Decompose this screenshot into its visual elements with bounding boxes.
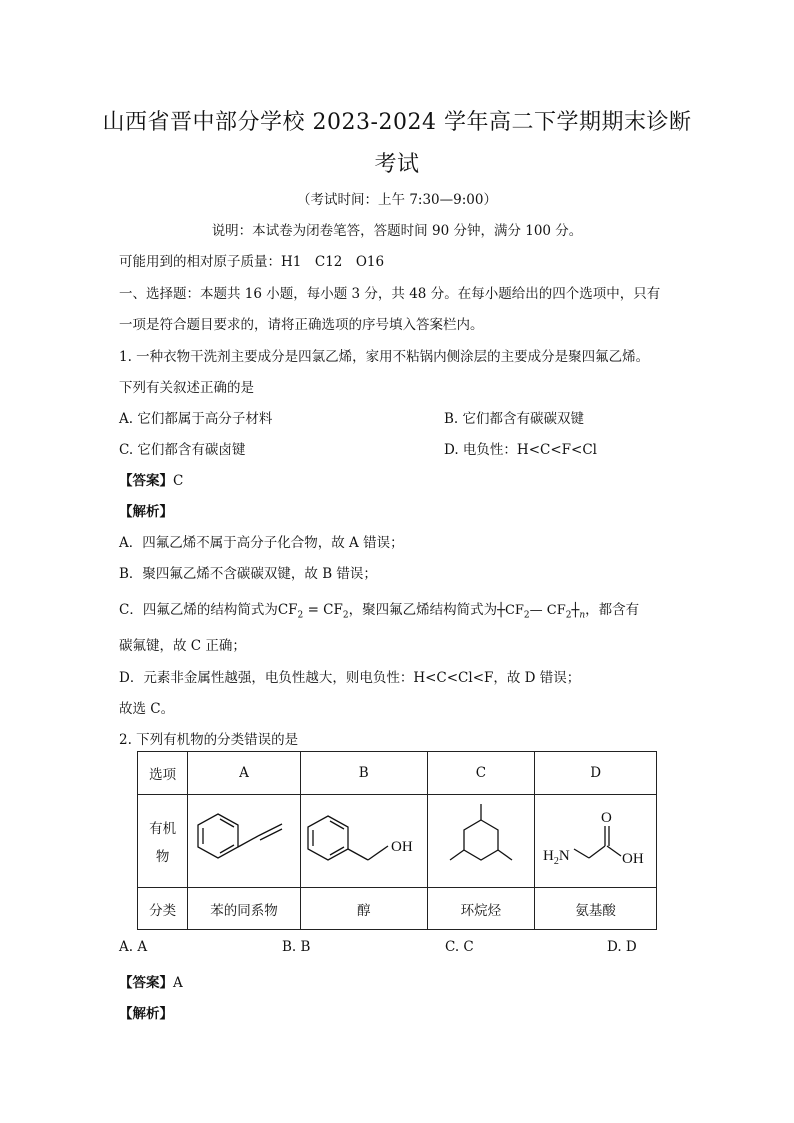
q2-class-a: 苯的同系物 [188, 888, 301, 930]
formula-subscript: 2 [297, 610, 304, 621]
atomic-mass-line: 可能用到的相对原子质量：H1 C12 O16 [119, 254, 385, 270]
amino-group-label [543, 848, 570, 867]
q2-choice-a: A. A [119, 939, 148, 955]
q2-choice-c: C. C [445, 939, 474, 955]
exam-title-line2: 考试 [374, 152, 420, 177]
q1-option-a: A. 它们都属于高分子材料 [119, 411, 273, 427]
q1-stem-line2: 下列有关叙述正确的是 [119, 380, 254, 396]
q2-col-a: A [188, 752, 301, 795]
exam-title-line1: 山西省晋中部分学校 2023-2024 学年高二下学期期末诊断 [102, 110, 692, 135]
exam-instructions: 说明：本试卷为闭卷笔答，答题时间 90 分钟，满分 100 分。 [211, 223, 583, 239]
styrene-structure-image [196, 810, 292, 872]
glycine-structure-image [541, 806, 651, 876]
q2-answer [119, 971, 679, 991]
q1-conclusion: 故选 C。 [119, 701, 175, 717]
q1-stem-line1: 1. 一种衣物干洗剂主要成分是四氯乙烯，家用不粘锅内侧涂层的主要成分是聚四氟乙烯。 [119, 349, 650, 365]
q2-col-d: D [535, 752, 657, 795]
amino-n: N [558, 848, 570, 864]
q1-option-b: B. 它们都含有碳碳双键 [444, 411, 585, 427]
q2-choice-b: B. B [282, 939, 311, 955]
trimethylcyclohexane-structure-image [436, 800, 526, 882]
q2-table-class-row [138, 888, 657, 930]
q1-answer-label: 【答案】 [119, 473, 173, 489]
formula-text: CF [504, 603, 524, 618]
amino-h: H [542, 848, 554, 864]
q1-analysis-c-suffix: ，都含有 [585, 602, 640, 618]
q2-answer-label: 【答案】 [119, 975, 173, 991]
q2-molecule-label-1: 有机 [149, 821, 177, 837]
q2-header-label: 选项 [138, 752, 188, 795]
q2-col-c: C [427, 752, 535, 795]
q2-molecule-c [427, 795, 535, 888]
exam-time: （考试时间：上午 7:30—9:00） [297, 192, 497, 208]
q2-choice-d: D. D [607, 939, 637, 955]
q1-analysis-label: 【解析】 [119, 504, 173, 520]
q2-answer-value: A [173, 975, 183, 991]
formula-subscript: 2 [342, 610, 349, 621]
q2-col-b: B [300, 752, 427, 795]
q1-answer [119, 469, 679, 489]
tetrafluoroethylene-formula [277, 602, 349, 621]
amino-subscript: 2 [553, 856, 559, 867]
q2-class-c: 环烷烃 [427, 888, 535, 930]
section1-intro-line1: 一、选择题：本题共 16 小题，每小题 3 分，共 48 分。在每小题给出的四个选项中，只有 [119, 286, 661, 302]
q2-table [137, 751, 657, 930]
q1-analysis-c-mid: ，聚四氟乙烯结构简式为 [348, 602, 498, 618]
benzyl-alcohol-structure-image [306, 810, 422, 872]
q2-molecule-label [138, 795, 188, 888]
hydroxyl-label: OH [390, 839, 413, 855]
carboxyl-oh-label: OH [621, 851, 644, 867]
q1-option-c: C. 它们都含有碳卤键 [119, 442, 246, 458]
section1-intro-line2: 一项是符合题目要求的，请将正确选项的序号填入答案栏内。 [119, 317, 484, 333]
formula-subscript: 2 [565, 610, 572, 621]
q2-molecule-label-2: 物 [155, 849, 170, 865]
q1-option-d: D. 电负性：H<C<F<Cl [444, 442, 597, 458]
formula-text: CF [277, 602, 298, 618]
q1-analysis-c-prefix: C．四氟乙烯的结构简式为 [119, 602, 278, 618]
q1-analysis-c-line2: 碳氟键，故 C 正确； [119, 638, 246, 654]
q1-analysis-d: D．元素非金属性越强，电负性越大，则电负性：H<C<Cl<F，故 D 错误； [119, 670, 581, 686]
q2-molecule-b [300, 795, 427, 888]
q2-table-header-row [138, 752, 657, 795]
q2-table-molecule-row [138, 795, 657, 888]
formula-text: — CF [529, 603, 566, 618]
carbonyl-oxygen-label: O [600, 810, 612, 826]
q2-class-d: 氨基酸 [535, 888, 657, 930]
q1-answer-value: C [173, 473, 184, 489]
q2-molecule-d [535, 795, 657, 888]
q1-analysis-b: B．聚四氟乙烯不含碳碳双键，故 B 错误； [119, 566, 377, 582]
formula-subscript-n: n [579, 610, 586, 621]
q2-class-label: 分类 [138, 888, 188, 930]
q2-analysis-label: 【解析】 [119, 1006, 173, 1022]
q1-analysis-c [119, 598, 679, 621]
ptfe-formula: $┼CF_2—$ $CF_2┼_n$ [497, 603, 586, 621]
q2-stem: 2. 下列有机物的分类错误的是 [119, 732, 299, 748]
q2-class-b: 醇 [300, 888, 427, 930]
formula-text: = CF [303, 602, 343, 618]
q1-analysis-a: A．四氟乙烯不属于高分子化合物，故 A 错误； [119, 535, 404, 551]
q2-molecule-a [188, 795, 301, 888]
formula-subscript: 2 [523, 610, 530, 621]
